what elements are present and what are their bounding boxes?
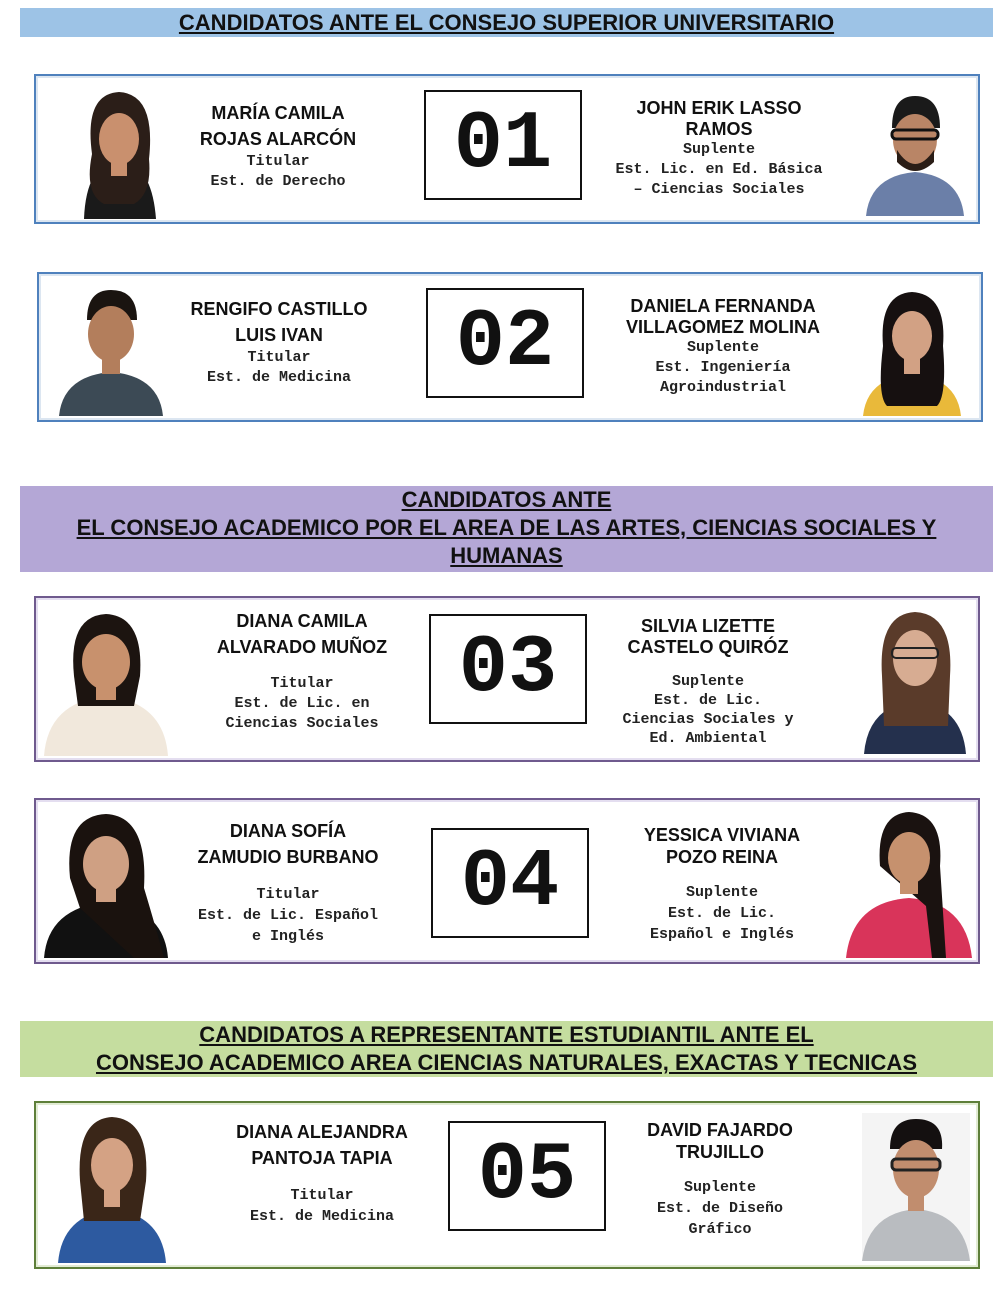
suplente-name-line1: SILVIA LIZETTE: [641, 616, 775, 636]
titular-program: Est. de Derecho: [210, 173, 346, 190]
titular-name-line2: ROJAS ALARCÓN: [199, 129, 357, 149]
candidate-card-04: [34, 798, 980, 964]
titular-name-line1: DIANA SOFÍA: [229, 821, 347, 841]
suplente-name-line1: DAVID FAJARDO: [647, 1120, 793, 1140]
suplente-role: Suplente: [682, 141, 755, 158]
titular-role: Titular: [290, 1187, 354, 1204]
titular-role: Titular: [256, 886, 320, 903]
suplente-name-line2: CASTELO QUIRÓZ: [627, 637, 789, 657]
titular-photo: [58, 1111, 166, 1263]
suplente-info: [599, 98, 839, 200]
candidate-card-01: [34, 74, 980, 224]
titular-name-line1: DIANA CAMILA: [236, 611, 368, 631]
suplente-role: Suplente: [671, 673, 744, 690]
suplente-info: [602, 824, 842, 945]
suplente-program-line2: Ciencias Sociales y: [622, 711, 794, 728]
titular-role: Titular: [270, 675, 334, 692]
titular-name-line1: DIANA ALEJANDRA: [236, 1122, 408, 1142]
section-title-line3: HUMANAS: [450, 543, 563, 568]
suplente-program-line2: – Ciencias Sociales: [633, 181, 805, 198]
suplente-role: Suplente: [686, 339, 759, 356]
titular-program: Est. de Medicina: [206, 369, 352, 386]
titular-program-line2: Ciencias Sociales: [225, 715, 379, 732]
section-title-line1: CANDIDATOS ANTE: [401, 487, 612, 512]
titular-role: Titular: [247, 349, 311, 366]
suplente-program-line1: Est. de Lic.: [653, 692, 763, 709]
titular-name-line1: MARÍA CAMILA: [211, 103, 345, 123]
suplente-name-line2: TRUJILLO: [676, 1142, 764, 1162]
suplente-name-line1: DANIELA FERNANDA: [630, 296, 816, 316]
titular-name-line2: PANTOJA TAPIA: [251, 1148, 393, 1168]
suplente-name-line2: VILLAGOMEZ MOLINA: [626, 317, 820, 337]
section-banner-consejo-academico-ciencias: [20, 1021, 993, 1077]
suplente-name-line2: POZO REINA: [665, 847, 778, 867]
candidate-number: 03: [429, 614, 587, 724]
section-title-line2: CONSEJO ACADEMICO AREA CIENCIAS NATURALES, EXACTAS Y TECNICAS: [95, 1050, 917, 1075]
titular-info: [168, 818, 408, 947]
titular-photo: [57, 284, 165, 416]
titular-program: Est. de Medicina: [249, 1208, 395, 1225]
section-banner-consejo-academico-artes: [20, 486, 993, 572]
titular-program-line2: e Inglés: [251, 928, 324, 945]
titular-photo: [44, 606, 168, 756]
section-banner-consejo-superior: [20, 8, 993, 37]
suplente-program-line2: Gráfico: [688, 1221, 752, 1238]
suplente-photo: [846, 806, 972, 958]
suplente-info: [588, 616, 828, 748]
suplente-role: Suplente: [685, 884, 758, 901]
suplente-info: [603, 296, 843, 398]
section-title-line2: EL CONSEJO ACADEMICO POR EL AREA DE LAS ARTES, CIENCIAS SOCIALES Y: [76, 515, 937, 540]
titular-info: [202, 1119, 442, 1227]
titular-name-line2: ZAMUDIO BURBANO: [197, 847, 379, 867]
candidate-number: 05: [448, 1121, 606, 1231]
suplente-name-line1: YESSICA VIVIANA: [643, 825, 801, 845]
section-title-line1: CANDIDATOS A REPRESENTANTE ESTUDIANTIL ANTE EL: [199, 1022, 814, 1047]
suplente-program-line1: Est. Lic. en Ed. Básica: [615, 161, 823, 178]
candidate-number: 01: [424, 90, 582, 200]
titular-photo: [44, 808, 168, 958]
titular-role: Titular: [246, 153, 310, 170]
candidate-number: 02: [426, 288, 584, 398]
suplente-name-line2: RAMOS: [685, 119, 753, 139]
candidate-number: 04: [431, 828, 589, 938]
suplente-program-line2: Agroindustrial: [659, 379, 787, 396]
suplente-photo: [862, 1113, 970, 1261]
suplente-program-line3: Ed. Ambiental: [649, 730, 767, 747]
suplente-photo: [862, 88, 968, 216]
suplente-info: [600, 1119, 840, 1240]
titular-name-line2: LUIS IVAN: [235, 325, 323, 345]
suplente-role: Suplente: [683, 1179, 756, 1196]
titular-name-line2: ALVARADO MUÑOZ: [216, 637, 388, 657]
suplente-program-line2: Español e Inglés: [649, 926, 795, 943]
titular-program-line1: Est. de Lic. Español: [197, 907, 379, 924]
candidate-card-03: [34, 596, 980, 762]
titular-program-line1: Est. de Lic. en: [234, 695, 370, 712]
suplente-program-line1: Est. de Diseño: [656, 1200, 784, 1217]
titular-info: [159, 296, 399, 388]
suplente-photo: [857, 286, 967, 416]
suplente-program-line1: Est. Ingeniería: [655, 359, 791, 376]
titular-info: [158, 100, 398, 192]
section-title: CANDIDATOS ANTE EL CONSEJO SUPERIOR UNIVERSITARIO: [178, 10, 835, 35]
titular-info: [182, 608, 422, 734]
candidate-card-02: [37, 272, 983, 422]
suplente-photo: [864, 606, 966, 754]
suplente-name-line1: JOHN ERIK LASSO: [636, 98, 802, 118]
suplente-program-line1: Est. de Lic.: [667, 905, 777, 922]
titular-name-line1: RENGIFO CASTILLO: [190, 299, 368, 319]
candidate-card-05: [34, 1101, 980, 1269]
